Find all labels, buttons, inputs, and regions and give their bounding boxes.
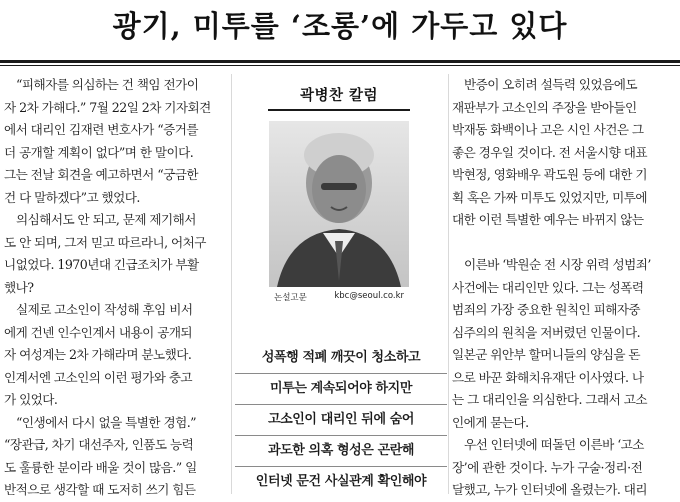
author-portrait [269, 121, 409, 287]
body-line: 인에게 묻는다. [452, 414, 529, 430]
body-line: 건 다 말하겠다”고 했었다. [4, 189, 140, 205]
left-column [4, 74, 228, 502]
pull-quote-line: 인터넷 문건 사실관계 확인해야 [235, 466, 447, 497]
body-line: 실제로 고소인이 작성해 후임 비서 [16, 302, 193, 317]
pull-quote-line: 성폭행 적폐 깨끗이 청소하고 [261, 350, 421, 365]
body-line: 대한 이런 특별한 예우는 바뀌지 않는 [452, 212, 644, 227]
body-line: 박재동 화백이나 고은 시인 사건은 그 [452, 122, 644, 137]
body-line: 이른바 ‘박원순 전 시장 위력 성범죄’ [464, 257, 651, 272]
body-line: 더 공개할 계획이 없다”며 한 말이다. [4, 144, 194, 160]
column-divider [231, 74, 232, 494]
column-divider [448, 74, 449, 494]
body-line: 했나? [4, 279, 34, 295]
headline: 광기, 미투를 ‘조롱’에 가두고 있다 [112, 9, 568, 43]
right-column [452, 74, 678, 502]
body-line: 일본군 위안부 할머니들의 양심을 돈 [452, 347, 641, 362]
body-line: 사건에는 대리인만 있다. 그는 성폭력 [452, 279, 644, 295]
body-line: 의심해서도 안 되고, 문제 제기해서 [16, 212, 196, 227]
pull-quote-line: 과도한 의혹 형성은 곤란해 [235, 435, 447, 466]
author-title: 논설고문 [274, 293, 307, 303]
body-line: 도 안 되며, 그저 믿고 따르라니, 어처구 [4, 234, 206, 250]
body-line: 반증이 오히려 설득력 있었음에도 [464, 77, 637, 92]
body-line: 재판부가 고소인의 주장을 받아들인 [452, 99, 637, 115]
body-line: 니없었다. 1970년대 긴급조치가 부활 [4, 257, 199, 272]
body-line: 에서 대리인 김재련 변호사가 “증거를 [4, 122, 198, 137]
body-line: 인계서엔 고소인의 이런 평가와 충고 [4, 369, 193, 385]
author-email: kbc@seoul.co.kr [334, 291, 404, 301]
portrait-graphic [269, 121, 409, 287]
body-line: 가 있었다. [4, 392, 58, 407]
pull-quote-line: 고소인이 대리인 뒤에 숨어 [235, 404, 447, 435]
column-name: 곽병찬 칼럼 [268, 84, 410, 111]
body-line: 으로 바꾼 화해치유재단 이사였다. 나 [452, 369, 644, 385]
body-line: 우선 인터넷에 떠돌던 이른바 ‘고소 [464, 437, 644, 452]
body-line: 도 훌륭한 분이라 배울 것이 많음.” 일 [4, 459, 197, 475]
pull-quote [235, 343, 447, 497]
body-line: 범죄의 가장 중요한 원칙인 피해자중 [452, 302, 641, 317]
body-line: 자 여성계는 2차 가해라며 분노했다. [4, 347, 192, 362]
column-header [268, 84, 410, 303]
body-line: 박현정, 영화배우 곽도원 등에 대한 기 [452, 167, 647, 182]
body-line: 달했고, 누가 인터넷에 올렸는가. 대리 [452, 482, 647, 497]
body-line: 좋은 경우일 것이다. 전 서울시향 대표 [452, 144, 647, 160]
body-line: “피해자를 의심하는 건 책임 전가이 [16, 77, 199, 92]
body-line: 그는 전날 회견을 예고하면서 “궁금한 [4, 167, 198, 182]
body-line: 는 그 대리인을 의심한다. 그래서 고소 [452, 392, 647, 407]
author-caption [268, 291, 410, 303]
pull-quote-line: 미투는 계속되어야 하지만 [235, 373, 447, 404]
body-line: 반적으로 생각할 때 도저히 쓰기 힘든 [4, 482, 196, 497]
body-line: 획 혹은 가짜 미투도 있었지만, 미투에 [452, 189, 647, 205]
body-line: “장관급, 차기 대선주자, 인품도 능력 [4, 437, 194, 452]
body-line: 에게 건넨 인수인계서 내용이 공개되 [4, 324, 193, 340]
body-line: “인생에서 다시 없을 특별한 경험.” [16, 414, 197, 430]
body-line: 심주의의 원칙을 저버렸던 인물이다. [452, 324, 641, 340]
headline-rule-thin [0, 65, 680, 66]
headline-rule-thick [0, 60, 680, 63]
body-line: 자 2차 가해다.” 7월 22일 2차 기자회견 [4, 99, 211, 115]
body-line [452, 232, 678, 255]
body-line: 장’에 관한 것이다. 누가 구술·정리·전 [452, 459, 643, 475]
